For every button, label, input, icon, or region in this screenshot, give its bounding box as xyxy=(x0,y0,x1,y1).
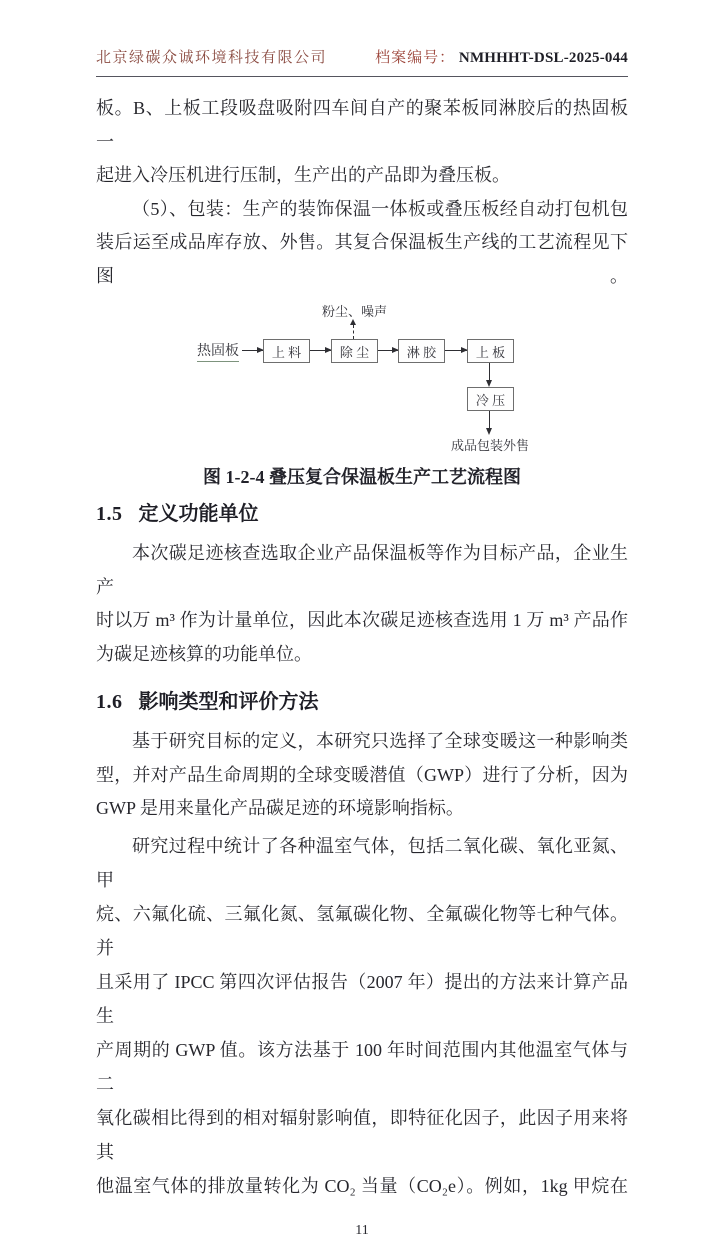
section-number: 1.6 xyxy=(96,691,123,713)
flow-box-feeding: 上 料 xyxy=(263,339,310,363)
flow-box-dedusting: 除 尘 xyxy=(331,339,378,363)
paragraph-packaging xyxy=(96,193,628,294)
flowchart-source-label: 热固板 xyxy=(197,340,239,362)
archive-label: 档案编号： xyxy=(375,50,456,66)
paragraph-continuation xyxy=(96,92,628,193)
paragraph-line: 时以万 m³ 作为计量单位，因此本次碳足迹核查选用 1 万 m³ 产品作 xyxy=(96,610,628,630)
paragraph-line: 且采用了 IPCC 第四次评估报告（2007 年）提出的方法来计算产品生 xyxy=(96,971,628,1026)
paragraph-impact-type xyxy=(96,725,628,826)
paragraph-line: （5）、包装：生产的装饰保温一体板或叠压板经自动打包机包 xyxy=(132,198,628,219)
paragraph-line: 产周期的 GWP 值。该方法基于 100 年时间范围内其他温室气体与二 xyxy=(96,1039,628,1094)
paragraph-line: 基于研究目标的定义，本研究只选择了全球变暖这一种影响类 xyxy=(132,731,628,751)
flowchart-output-label: 成品包装外售 xyxy=(450,438,529,453)
flow-box-cold-press: 冷 压 xyxy=(467,387,514,411)
paragraph-line: 研究过程中统计了各种温室气体，包括二氧化碳、氧化亚氮、甲 xyxy=(96,835,628,890)
figure-caption: 图 1-2-4 叠压复合保温板生产工艺流程图 xyxy=(203,467,521,487)
document-page xyxy=(0,48,724,1238)
page-header xyxy=(96,48,628,77)
flow-box-board-loading: 上 板 xyxy=(467,339,514,363)
archive-number-group xyxy=(375,48,628,68)
section-heading-1-6 xyxy=(96,689,628,715)
flow-arrow xyxy=(445,350,467,351)
page-number: 11 xyxy=(355,1222,369,1238)
paragraph-line: GWP 是用来量化产品碳足迹的环境影响指标。 xyxy=(96,798,464,818)
flow-arrow xyxy=(310,350,331,351)
section-title: 定义功能单位 xyxy=(138,503,259,525)
archive-number: NMHHHT-DSL-2025-044 xyxy=(458,50,628,66)
flow-arrow-down xyxy=(489,411,490,428)
paragraph-line: 本次碳足迹核查选取企业产品保温板等作为目标产品，企业生产 xyxy=(96,543,628,597)
process-flowchart xyxy=(96,299,628,457)
paragraph-line: 为碳足迹核算的功能单位。 xyxy=(96,643,312,664)
section-heading-1-5 xyxy=(96,501,628,527)
paragraph-line: 起进入冷压机进行压制，生产出的产品即为叠压板。 xyxy=(96,165,510,185)
paragraph-line: 烷、六氟化硫、三氟化氮、氢氟碳化物、全氟碳化物等七种气体。并 xyxy=(96,903,628,958)
paragraph-functional-unit xyxy=(96,537,628,671)
flow-arrow-down xyxy=(489,363,490,380)
paragraph-line: 他温室气体的排放量转化为 CO₂ 当量（CO₂e）。例如，1kg 甲烷在 xyxy=(96,1175,628,1196)
paragraph-line: 装后运至成品库存放、外售。其复合保温板生产线的工艺流程见下图。 xyxy=(96,232,628,286)
dashed-up-arrow xyxy=(353,325,354,339)
section-number: 1.5 xyxy=(96,503,123,525)
flow-box-gluing: 淋 胶 xyxy=(398,339,445,363)
paragraph-line: 型，并对产品生命周期的全球变暖潜值（GWP）进行了分析，因为 xyxy=(96,764,628,785)
flowchart-emission-label: 粉尘、噪声 xyxy=(322,304,388,319)
section-title: 影响类型和评价方法 xyxy=(138,691,319,713)
flow-arrow xyxy=(242,350,263,351)
paragraph-ghg-method xyxy=(96,829,628,1203)
company-name: 北京绿碳众诚环境科技有限公司 xyxy=(96,50,328,66)
paragraph-line: 板。B、上板工段吸盘吸附四车间自产的聚苯板同淋胶后的热固板一 xyxy=(96,98,628,152)
paragraph-line: 氧化碳相比得到的相对辐射影响值，即特征化因子，此因子用来将其 xyxy=(96,1107,628,1162)
flow-arrow xyxy=(378,350,398,351)
